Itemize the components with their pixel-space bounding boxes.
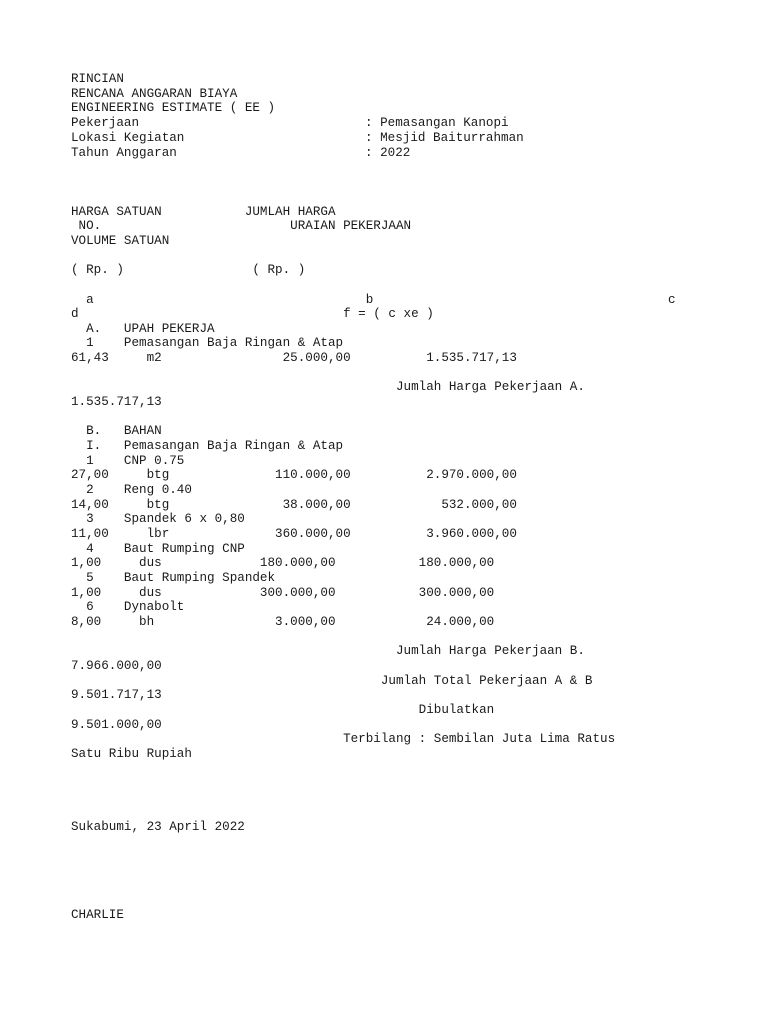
material-item-name: 3 Spandek 6 x 0,80 [71, 512, 245, 526]
section-b-total-value: 7.966.000,00 [71, 659, 162, 673]
column-header-volume: VOLUME SATUAN [71, 234, 170, 248]
lokasi-label: Lokasi Kegiatan [71, 131, 185, 145]
doc-title-rab: RENCANA ANGGARAN BIAYA [71, 87, 238, 101]
material-item-name: 5 Baut Rumping Spandek [71, 571, 276, 585]
material-item-values: 27,00 btg 110.000,00 2.970.000,00 [71, 468, 517, 482]
material-item-name: 1 CNP 0.75 [71, 454, 185, 468]
pekerjaan-value: : Pemasangan Kanopi [365, 116, 509, 130]
material-item-name: 2 Reng 0.40 [71, 483, 192, 497]
rounded-total-value: 9.501.000,00 [71, 718, 162, 732]
doc-title-rincian: RINCIAN [71, 72, 124, 86]
material-item-name: 4 Baut Rumping CNP [71, 542, 245, 556]
section-a-item-values: 61,43 m2 25.000,00 1.535.717,13 [71, 351, 517, 365]
section-a-total-value: 1.535.717,13 [71, 395, 162, 409]
section-a-item-name: 1 Pemasangan Baja Ringan & Atap [71, 336, 344, 350]
terbilang-value: Satu Ribu Rupiah [71, 747, 192, 761]
section-a-total-label: Jumlah Harga Pekerjaan A. [71, 380, 585, 394]
tahun-value: : 2022 [365, 146, 411, 160]
rounded-total-label: Dibulatkan [71, 703, 495, 717]
tahun-label: Tahun Anggaran [71, 146, 177, 160]
place-date: Sukabumi, 23 April 2022 [71, 820, 245, 834]
doc-title-ee: ENGINEERING ESTIMATE ( EE ) [71, 101, 276, 115]
terbilang-label: Terbilang : Sembilan Juta Lima Ratus [71, 732, 616, 746]
material-item-name: 6 Dynabolt [71, 600, 185, 614]
material-item-values: 14,00 btg 38.000,00 532.000,00 [71, 498, 517, 512]
column-header-uraian: NO. URAIAN PEKERJAAN [71, 219, 412, 233]
column-header-harga: HARGA SATUAN JUMLAH HARGA [71, 205, 336, 219]
lokasi-value: : Mesjid Baiturrahman [365, 131, 524, 145]
grand-total-label: Jumlah Total Pekerjaan A & B [71, 674, 593, 688]
column-letters-row: a b c [71, 293, 676, 307]
material-item-values: 11,00 lbr 360.000,00 3.960.000,00 [71, 527, 517, 541]
pekerjaan-label: Pekerjaan [71, 116, 140, 130]
section-b-subtitle: I. Pemasangan Baja Ringan & Atap [71, 439, 344, 453]
material-item-values: 1,00 dus 180.000,00 180.000,00 [71, 556, 495, 570]
section-a-title: A. UPAH PEKERJA [71, 322, 215, 336]
section-b-total-label: Jumlah Harga Pekerjaan B. [71, 644, 585, 658]
column-units-row: ( Rp. ) ( Rp. ) [71, 263, 306, 277]
section-b-title: B. BAHAN [71, 424, 162, 438]
material-item-values: 1,00 dus 300.000,00 300.000,00 [71, 586, 495, 600]
grand-total-value: 9.501.717,13 [71, 688, 162, 702]
material-item-values: 8,00 bh 3.000,00 24.000,00 [71, 615, 495, 629]
signatory-name: CHARLIE [71, 908, 124, 922]
column-formula-row: d f = ( c xe ) [71, 307, 434, 321]
